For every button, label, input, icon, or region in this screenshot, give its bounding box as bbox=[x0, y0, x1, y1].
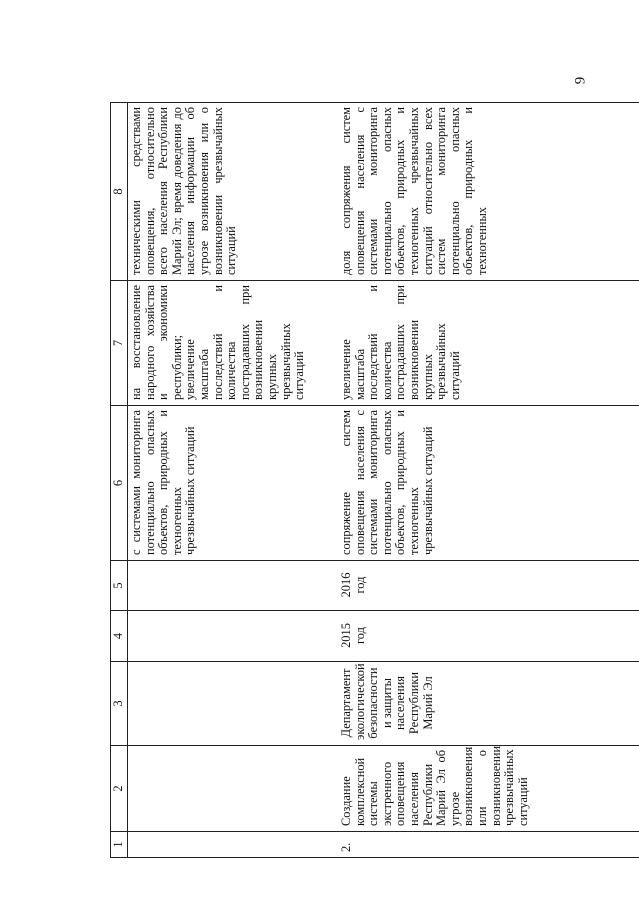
header-col-2: 2 bbox=[111, 746, 128, 832]
header-col-4: 4 bbox=[111, 611, 128, 662]
program-table bbox=[110, 102, 639, 858]
cell-name: Создание комплексной системы экстренного оповещения населения Республики Марий Эл об угрозе возникновения или о возникновении чрезвычайных ситуаций bbox=[326, 746, 639, 832]
cell-result: с системами мониторинга потенциально опасных объектов, природных и техногенных чрезвычайных ситуаций bbox=[128, 406, 327, 561]
header-row bbox=[111, 103, 128, 858]
cell-empty bbox=[128, 662, 327, 746]
header-col-6: 6 bbox=[111, 406, 128, 561]
header-col-8: 8 bbox=[111, 103, 128, 281]
cell-empty bbox=[128, 561, 327, 611]
cell-consequence: на восстановление народного хозяйства и экономики республики; увеличение масштаба последствий и количества пострадавших при возникновении крупных чрезвычайных ситуаций bbox=[128, 281, 327, 406]
cell-indicator: доля сопряжения систем оповещения населения с системами мониторинга потенциально опасных объектов, природных и техногенных чрезвычайных ситуаций относительно всех систем мониторинга потенциально опасных объектов, природных и техногенных bbox=[326, 103, 639, 281]
rotated-table-container bbox=[110, 103, 639, 858]
table-row-continuation bbox=[128, 103, 327, 858]
cell-indicator: техническими средствами оповещения, относительно всего населения Республики Марий Эл; время доведения до населения информации об угрозе возникновения или о возникновении чрезвычайных ситуаций bbox=[128, 103, 327, 281]
cell-empty bbox=[128, 611, 327, 662]
cell-end: 2016 год bbox=[326, 561, 639, 611]
header-col-1: 1 bbox=[111, 832, 128, 858]
cell-start: 2015 год bbox=[326, 611, 639, 662]
header-col-7: 7 bbox=[111, 281, 128, 406]
cell-empty bbox=[128, 746, 327, 832]
cell-result: сопряжение систем оповещения населения с системами мониторинга потенциально опасных объектов, природных и техногенных чрезвычайных ситуаций bbox=[326, 406, 639, 561]
page-number: 9 bbox=[572, 76, 589, 85]
header-col-5: 5 bbox=[111, 561, 128, 611]
header-col-3: 3 bbox=[111, 662, 128, 746]
cell-empty bbox=[128, 832, 327, 858]
cell-consequence: увеличение масштаба последствий и количества пострадавших при возникновении крупных чрезвычайных ситуаций bbox=[326, 281, 639, 406]
cell-executor: Департамент экологической безопасности и защиты населения Республики Марий Эл bbox=[326, 662, 639, 746]
cell-number: 2. bbox=[326, 832, 639, 858]
table-row-2 bbox=[326, 103, 639, 858]
